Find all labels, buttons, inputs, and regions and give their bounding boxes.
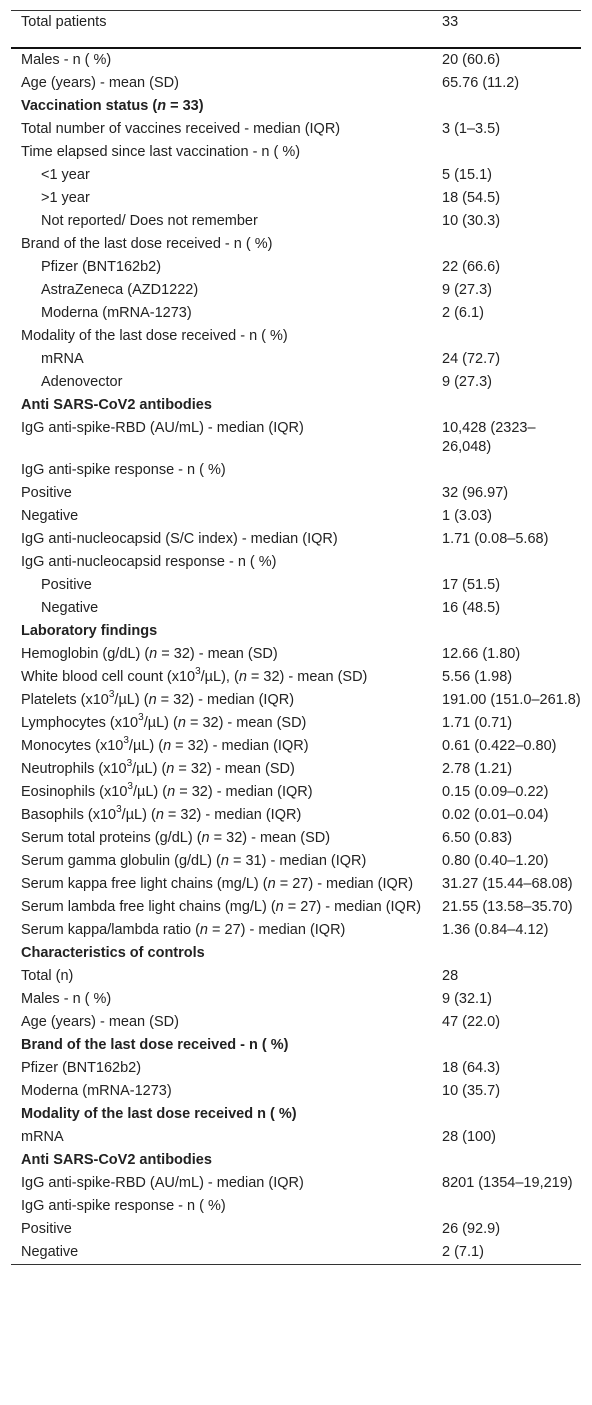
table-container — [11, 10, 581, 1265]
label-text: = 32) - mean (SD) — [246, 669, 368, 685]
row-label: Anti SARS-CoV2 antibodies — [21, 1152, 212, 1168]
table-row — [11, 574, 581, 597]
row-value: 28 (100) — [442, 1129, 497, 1145]
row-label: Characteristics of controls — [21, 945, 205, 961]
section-title: = 33) — [166, 98, 204, 114]
label-text: Serum kappa/lambda ratio ( — [21, 922, 200, 938]
table-row — [11, 827, 581, 850]
row-value: 18 (54.5) — [442, 190, 501, 206]
row-label: Modality of the last dose received - n ( %) — [21, 328, 288, 344]
section-row — [11, 942, 581, 965]
table-row — [11, 482, 581, 505]
table-row — [11, 988, 581, 1011]
header-label: Total patients — [21, 14, 107, 30]
table-row — [11, 48, 581, 72]
table-row — [11, 1080, 581, 1103]
row-value: 5 (15.1) — [442, 167, 492, 183]
row-label: <1 year — [41, 167, 90, 183]
label-text: /µL) ( — [132, 761, 167, 777]
table-row — [11, 1057, 581, 1080]
row-label — [11, 712, 432, 735]
row-value: 191.00 (151.0–261.8) — [442, 692, 581, 708]
section-row — [11, 95, 581, 118]
table-row — [11, 1011, 581, 1034]
label-n-italic: n — [155, 807, 164, 823]
row-value: 9 (27.3) — [442, 282, 492, 298]
row-label: Brand of the last dose received - n ( %) — [21, 1037, 289, 1053]
row-value — [432, 1034, 581, 1057]
header-row — [11, 11, 581, 49]
section-row — [11, 1103, 581, 1126]
label-text: = 32) - mean (SD) — [174, 761, 295, 777]
label-text: = 27) - median (IQR) — [275, 876, 414, 892]
row-value: 24 (72.7) — [442, 351, 501, 367]
table-row — [11, 896, 581, 919]
row-value: 65.76 (11.2) — [442, 75, 520, 91]
row-label — [11, 689, 432, 712]
label-n-italic: n — [167, 784, 176, 800]
table-row — [11, 325, 581, 348]
label-text: Basophils (x10 — [21, 807, 117, 823]
label-text: /µL), ( — [200, 669, 239, 685]
label-superscript: 3 — [126, 758, 133, 770]
table-row — [11, 233, 581, 256]
row-label — [11, 666, 432, 689]
label-text: Serum gamma globulin (g/dL) ( — [21, 853, 221, 869]
row-label: AstraZeneca (AZD1222) — [41, 282, 199, 298]
section-row — [11, 394, 581, 417]
row-value: 22 (66.6) — [442, 259, 501, 275]
row-label — [11, 896, 432, 919]
label-text: Hemoglobin (g/dL) ( — [21, 646, 150, 662]
row-value — [432, 141, 581, 164]
table-row — [11, 666, 581, 689]
header-value: 33 — [442, 14, 459, 30]
label-text: = 27) - median (IQR) — [208, 922, 346, 938]
row-label: Males - n ( %) — [21, 991, 112, 1007]
patient-characteristics-table — [11, 10, 581, 1265]
row-value: 26 (92.9) — [442, 1221, 501, 1237]
row-label: Modality of the last dose received n ( %) — [21, 1106, 297, 1122]
row-value: 0.15 (0.09–0.22) — [442, 784, 549, 800]
row-value: 1.71 (0.08–5.68) — [442, 531, 549, 547]
row-value — [432, 394, 581, 417]
table-row — [11, 919, 581, 942]
row-label: IgG anti-spike response - n ( %) — [21, 462, 226, 478]
table-row — [11, 1172, 581, 1195]
label-text: = 27) - median (IQR) — [283, 899, 422, 915]
label-text: = 32) - median (IQR) — [175, 784, 313, 800]
label-text: White blood cell count (x10 — [21, 669, 196, 685]
row-value — [432, 325, 581, 348]
row-label: Negative — [41, 600, 99, 616]
label-superscript: 3 — [138, 712, 144, 724]
label-text: Lymphocytes (x10 — [21, 715, 139, 731]
row-value — [432, 620, 581, 643]
label-text: = 32) - median (IQR) — [171, 738, 309, 754]
label-n-italic: n — [267, 876, 276, 892]
row-label: Brand of the last dose received - n ( %) — [21, 236, 273, 252]
table-row — [11, 850, 581, 873]
row-value: 10 (35.7) — [442, 1083, 501, 1099]
row-label: Age (years) - mean (SD) — [21, 75, 179, 91]
row-value: 12.66 (1.80) — [442, 646, 521, 662]
row-label: IgG anti-spike-RBD (AU/mL) - median (IQR) — [21, 1175, 304, 1191]
row-value: 28 — [442, 968, 459, 984]
row-value — [432, 942, 581, 965]
row-label — [11, 827, 432, 850]
label-text: = 32) - mean (SD) — [185, 715, 307, 731]
row-label — [11, 95, 432, 118]
row-value — [432, 1103, 581, 1126]
table-row — [11, 1218, 581, 1241]
row-label: IgG anti-nucleocapsid response - n ( %) — [21, 554, 277, 570]
row-value: 8201 (1354–19,219) — [442, 1175, 573, 1191]
label-text: = 32) - mean (SD) — [157, 646, 278, 662]
row-label: Adenovector — [41, 374, 123, 390]
table-row — [11, 551, 581, 574]
row-label: mRNA — [21, 1129, 64, 1145]
row-value: 21.55 (13.58–35.70) — [442, 899, 573, 915]
row-value: 9 (27.3) — [442, 374, 492, 390]
row-value: 9 (32.1) — [442, 991, 492, 1007]
row-label: Age (years) - mean (SD) — [21, 1014, 179, 1030]
row-value: 10,428 (2323–26,048) — [442, 420, 536, 455]
row-label: IgG anti-spike-RBD (AU/mL) - median (IQR) — [21, 420, 304, 436]
row-label: IgG anti-spike response - n ( %) — [21, 1198, 226, 1214]
label-text: /µL) ( — [121, 807, 156, 823]
row-value: 3 (1–3.5) — [442, 121, 501, 137]
row-value: 16 (48.5) — [442, 600, 501, 616]
label-text: /µL) ( — [114, 692, 149, 708]
label-n-italic: n — [157, 98, 167, 114]
table-row — [11, 279, 581, 302]
table-row — [11, 164, 581, 187]
row-label: Total (n) — [21, 968, 74, 984]
label-superscript: 3 — [127, 781, 133, 793]
label-n-italic: n — [166, 761, 175, 777]
row-label: IgG anti-nucleocapsid (S/C index) - median (IQR) — [21, 531, 338, 547]
row-label: Negative — [21, 508, 79, 524]
table-header — [11, 11, 581, 49]
row-label — [11, 781, 432, 804]
label-text: Eosinophils (x10 — [21, 784, 128, 800]
row-value: 2.78 (1.21) — [442, 761, 513, 777]
label-superscript: 3 — [195, 666, 201, 678]
table-row — [11, 72, 581, 95]
table-row — [11, 210, 581, 233]
table-row — [11, 141, 581, 164]
row-value — [432, 95, 581, 118]
table-row — [11, 735, 581, 758]
label-text: /µL) ( — [143, 715, 178, 731]
label-text: Serum kappa free light chains (mg/L) ( — [21, 876, 268, 892]
row-value: 20 (60.6) — [442, 52, 501, 68]
row-label: >1 year — [41, 190, 90, 206]
label-n-italic: n — [148, 692, 157, 708]
row-value: 18 (64.3) — [442, 1060, 501, 1076]
label-superscript: 3 — [123, 735, 129, 747]
label-text: /µL) ( — [128, 738, 164, 754]
label-text: Monocytes (x10 — [21, 738, 124, 754]
label-text: Neutrophils (x10 — [21, 761, 127, 777]
row-value: 2 (7.1) — [442, 1244, 484, 1260]
label-text: Serum lambda free light chains (mg/L) ( — [21, 899, 276, 915]
row-label — [11, 873, 432, 896]
row-label: Pfizer (BNT162b2) — [21, 1060, 142, 1076]
table-row — [11, 1195, 581, 1218]
label-n-italic: n — [201, 830, 210, 846]
row-label — [11, 804, 432, 827]
label-n-italic: n — [199, 922, 208, 938]
row-label: Anti SARS-CoV2 antibodies — [21, 397, 212, 413]
label-text: /µL) ( — [132, 784, 168, 800]
row-value: 0.02 (0.01–0.04) — [442, 807, 549, 823]
row-label — [11, 850, 432, 873]
table-row — [11, 417, 581, 459]
row-value: 6.50 (0.83) — [442, 830, 513, 846]
row-label: Positive — [21, 485, 72, 501]
row-label — [11, 758, 432, 781]
section-row — [11, 1149, 581, 1172]
row-label: Pfizer (BNT162b2) — [41, 259, 162, 275]
row-value: 17 (51.5) — [442, 577, 501, 593]
table-row — [11, 1241, 581, 1265]
label-n-italic: n — [149, 646, 158, 662]
row-label: Moderna (mRNA-1273) — [21, 1083, 172, 1099]
label-text: = 32) - median (IQR) — [156, 692, 295, 708]
row-label: Time elapsed since last vaccination - n ( %) — [21, 144, 301, 160]
table-row — [11, 643, 581, 666]
row-value: 31.27 (15.44–68.08) — [442, 876, 573, 892]
row-value — [432, 1149, 581, 1172]
label-n-italic: n — [163, 738, 172, 754]
row-value: 1.71 (0.71) — [442, 715, 513, 731]
table-row — [11, 528, 581, 551]
row-label: Positive — [41, 577, 92, 593]
row-label — [11, 643, 432, 666]
table-row — [11, 781, 581, 804]
row-value: 0.61 (0.422–0.80) — [442, 738, 557, 754]
table-row — [11, 758, 581, 781]
table-row — [11, 965, 581, 988]
row-label: mRNA — [41, 351, 84, 367]
row-label: Laboratory findings — [21, 623, 158, 639]
row-value: 1 (3.03) — [442, 508, 492, 524]
row-value: 2 (6.1) — [442, 305, 484, 321]
row-label: Moderna (mRNA-1273) — [41, 305, 192, 321]
row-label — [11, 735, 432, 758]
table-row — [11, 1126, 581, 1149]
label-n-italic: n — [275, 899, 284, 915]
label-text: = 32) - mean (SD) — [209, 830, 331, 846]
row-label: Total number of vaccines received - median (IQR) — [21, 121, 341, 137]
table-row — [11, 187, 581, 210]
row-value: 47 (22.0) — [442, 1014, 501, 1030]
table-row — [11, 597, 581, 620]
row-label: Positive — [21, 1221, 72, 1237]
label-text: = 32) - median (IQR) — [163, 807, 302, 823]
table-row — [11, 256, 581, 279]
row-value — [432, 233, 581, 256]
label-superscript: 3 — [108, 689, 115, 701]
label-superscript: 3 — [116, 804, 122, 816]
table-row — [11, 689, 581, 712]
row-value — [432, 551, 581, 574]
section-title: Vaccination status ( — [21, 98, 158, 114]
table-row — [11, 712, 581, 735]
row-label: Negative — [21, 1244, 79, 1260]
table-row — [11, 302, 581, 325]
table-row — [11, 118, 581, 141]
row-label: Males - n ( %) — [21, 52, 112, 68]
section-row — [11, 620, 581, 643]
section-row — [11, 1034, 581, 1057]
row-value: 1.36 (0.84–4.12) — [442, 922, 549, 938]
label-n-italic: n — [220, 853, 229, 869]
table-row — [11, 505, 581, 528]
row-value: 5.56 (1.98) — [442, 669, 513, 685]
table-row — [11, 873, 581, 896]
row-value — [432, 459, 581, 482]
table-row — [11, 371, 581, 394]
row-label — [11, 919, 432, 942]
row-value: 10 (30.3) — [442, 213, 501, 229]
row-value: 32 (96.97) — [442, 485, 509, 501]
table-row — [11, 459, 581, 482]
row-value — [432, 1195, 581, 1218]
label-text: Platelets (x10 — [21, 692, 109, 708]
label-text: = 31) - median (IQR) — [228, 853, 367, 869]
table-row — [11, 348, 581, 371]
row-value: 0.80 (0.40–1.20) — [442, 853, 549, 869]
table-row — [11, 804, 581, 827]
table-body — [11, 48, 581, 1265]
label-n-italic: n — [238, 669, 247, 685]
label-n-italic: n — [177, 715, 186, 731]
label-text: Serum total proteins (g/dL) ( — [21, 830, 202, 846]
row-label: Not reported/ Does not remember — [41, 213, 258, 229]
